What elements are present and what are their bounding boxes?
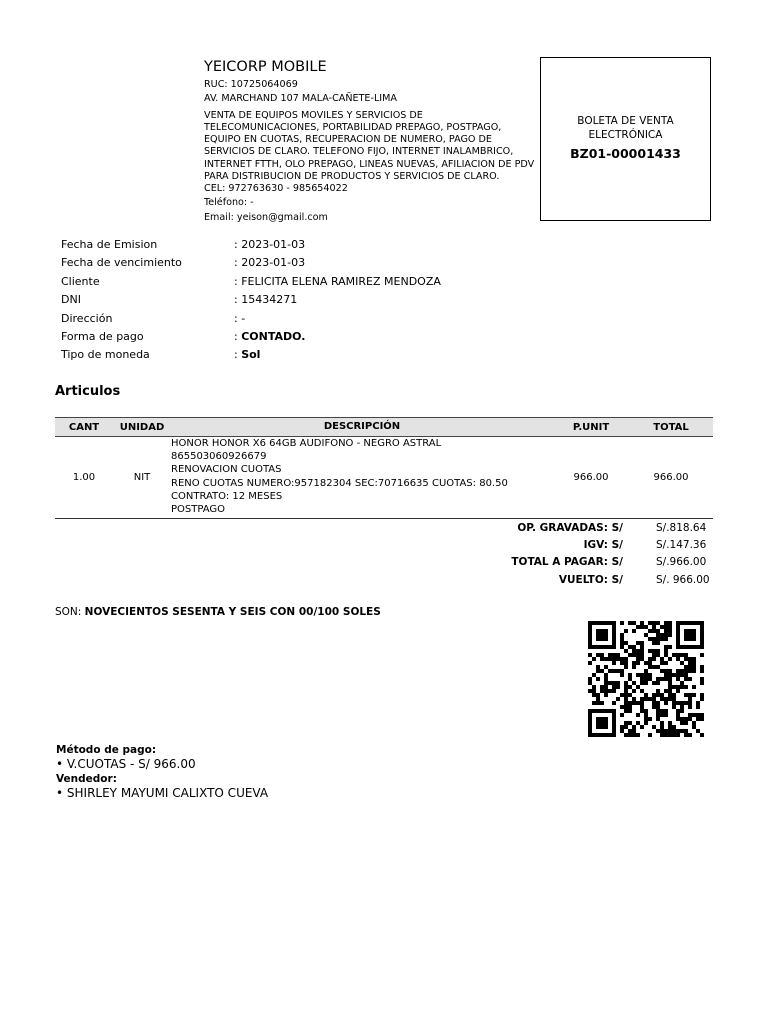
info-value: : -: [234, 311, 246, 325]
company-description-line: PARA DISTRIBUCION DE PRODUCTOS Y SERVICIOS DE CLARO.: [204, 170, 500, 182]
header-cant: CANT: [55, 418, 113, 437]
amount-in-words-text: NOVECIENTOS SESENTA Y SEIS CON 00/100 SOLES: [84, 606, 381, 618]
company-description-line: VENTA DE EQUIPOS MOVILES Y SERVICIOS DE: [204, 109, 423, 121]
total-label: IGV: S/: [583, 539, 623, 552]
company-header: [204, 58, 544, 224]
header-descripcion: DESCRIPCIÓN: [171, 418, 553, 437]
cell-total: 966.00: [629, 437, 713, 519]
seller-item: • SHIRLEY MAYUMI CALIXTO CUEVA: [56, 786, 269, 800]
cell-punit: 966.00: [553, 437, 629, 519]
company-description-line: INTERNET FTTH, OLO PREPAGO, LINEAS NUEVAS, AFILIACION DE PDV: [204, 158, 535, 170]
header-punit: P.UNIT: [553, 418, 629, 437]
total-row: [400, 554, 713, 571]
company-address: AV. MARCHAND 107 MALA-CAÑETE-LIMA: [204, 93, 397, 105]
total-value: S/. 966.00: [656, 573, 710, 586]
items-section-title: Articulos: [55, 384, 121, 399]
total-row: [400, 572, 713, 589]
total-row: [400, 537, 713, 554]
info-value: : CONTADO.: [234, 329, 306, 343]
company-description-line: SERVICIOS DE CLARO. TELEFONO FIJO, INTERNET INALAMBRICO,: [204, 146, 514, 158]
company-phone: Teléfono: -: [204, 197, 254, 209]
info-value: : 15434271: [234, 293, 298, 307]
description-line: POSTPAGO: [171, 504, 226, 516]
company-name: YEICORP MOBILE: [204, 59, 327, 75]
payment-method-item: • V.CUOTAS - S/ 966.00: [56, 757, 196, 771]
company-email: Email: yeison@gmail.com: [204, 211, 328, 223]
document-number: BZ01-00001433: [570, 146, 681, 161]
total-label: VUELTO: S/: [558, 573, 623, 586]
total-value: S/.818.64: [656, 522, 707, 534]
info-label: Forma de pago: [61, 329, 144, 343]
info-value: : Sol: [234, 348, 261, 362]
description-line: 865503060926679: [171, 451, 267, 463]
info-value: : FELICITA ELENA RAMIREZ MENDOZA: [234, 274, 441, 288]
company-description-line: TELECOMUNICACIONES, PORTABILIDAD PREPAGO, POSTPAGO,: [204, 122, 502, 134]
company-description-line: CEL: 972763630 - 985654022: [204, 183, 348, 195]
info-row: [61, 236, 701, 254]
document-box: [540, 57, 711, 221]
info-row: [61, 328, 701, 346]
payment-block: [56, 743, 456, 801]
info-value: : 2023-01-03: [234, 238, 306, 251]
totals-block: [400, 520, 713, 589]
items-table: [55, 417, 713, 519]
document-type: BOLETA DE VENTA ELECTRÓNICA: [577, 115, 674, 141]
company-description: [204, 110, 544, 195]
total-value: S/.966.00: [656, 556, 707, 569]
header-unidad: UNIDAD: [113, 418, 171, 437]
customer-info: [61, 236, 701, 365]
company-description-line: EQUIPO EN CUOTAS, RECUPERACION DE NUMERO, PAGO DE: [204, 134, 492, 146]
table-row: [55, 437, 713, 519]
company-ruc: RUC: 10725064069: [204, 79, 298, 90]
header-total: TOTAL: [629, 418, 713, 437]
info-label: Cliente: [61, 274, 100, 288]
amount-in-words: [55, 606, 381, 618]
qr-code-icon: [585, 621, 707, 737]
description-line: RENO CUOTAS NUMERO:957182304 SEC:70716635 CUOTAS: 80.50: [171, 477, 508, 489]
payment-method-title: Método de pago:: [56, 744, 157, 756]
info-row: [61, 310, 701, 328]
info-label: Tipo de moneda: [61, 348, 150, 362]
seller-title: Vendedor:: [56, 773, 117, 785]
cell-cant: 1.00: [55, 437, 113, 519]
info-row: [61, 346, 701, 364]
description-line: RENOVACION CUOTAS: [171, 464, 282, 476]
info-row: [61, 254, 701, 272]
info-row: [61, 273, 701, 291]
total-label: OP. GRAVADAS: S/: [517, 522, 623, 534]
amount-in-words-prefix: SON:: [55, 606, 85, 618]
total-row: [400, 520, 713, 537]
cell-descripcion: [171, 437, 553, 519]
info-value: : 2023-01-03: [234, 256, 306, 270]
info-label: DNI: [61, 293, 81, 307]
info-row: [61, 291, 701, 309]
total-value: S/.147.36: [656, 539, 707, 552]
cell-unidad: NIT: [113, 437, 171, 519]
info-label: Dirección: [61, 311, 113, 325]
description-line: HONOR HONOR X6 64GB AUDIFONO - NEGRO ASTRAL: [171, 438, 442, 449]
info-label: Fecha de Emision: [61, 238, 158, 251]
description-line: CONTRATO: 12 MESES: [171, 490, 283, 502]
info-label: Fecha de vencimiento: [61, 256, 182, 270]
table-header-row: [55, 418, 713, 437]
total-label: TOTAL A PAGAR: S/: [511, 556, 623, 569]
